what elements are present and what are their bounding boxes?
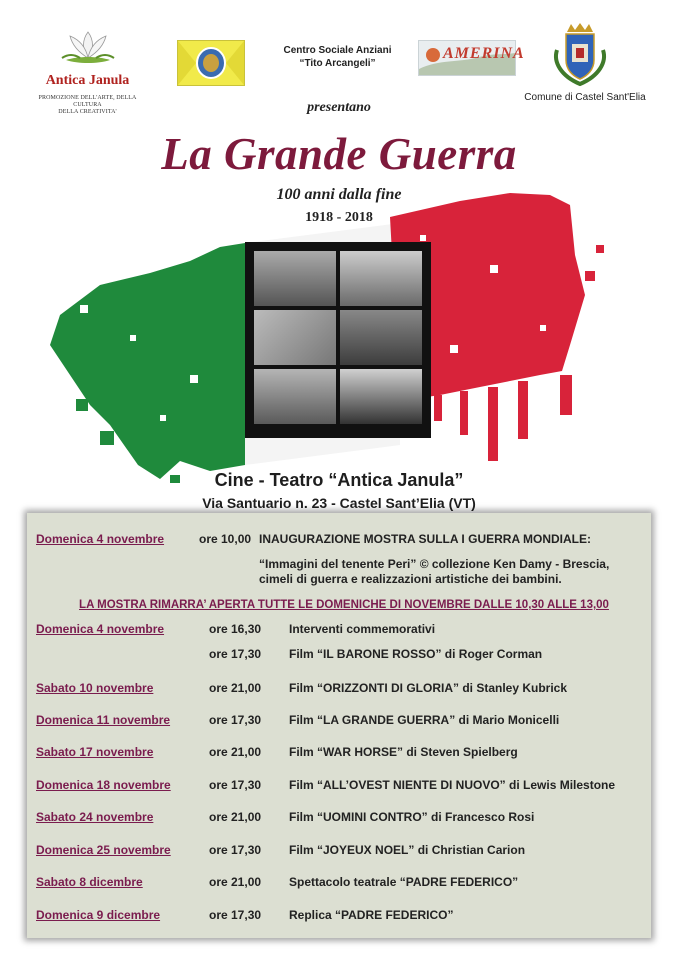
schedule-time: ore 17,30 bbox=[209, 908, 262, 922]
inauguration-day: Domenica 4 novembre bbox=[36, 532, 165, 546]
schedule-event: Film “LA GRANDE GUERRA” di Mario Monicelli bbox=[289, 713, 560, 727]
venue-name: Cine - Teatro “Antica Janula” bbox=[214, 470, 464, 490]
inauguration-details: “Immagini del tenente Peri” © collezione Ken Damy - Brescia, cimeli di guerra e realizzazioni artistiche dei bambini. bbox=[259, 557, 610, 586]
crest-emblem-icon bbox=[178, 41, 244, 85]
schedule-time: ore 21,00 bbox=[209, 875, 262, 889]
schedule-time: ore 17,30 bbox=[209, 647, 262, 661]
schedule-day: Domenica 18 novembre bbox=[36, 778, 171, 792]
yellow-flag-logo bbox=[177, 40, 245, 86]
schedule-time: ore 21,00 bbox=[209, 810, 262, 824]
venue-address: Via Santuario n. 23 - Castel Sant’Elia (VT) bbox=[202, 495, 476, 511]
schedule-event: Film “UOMINI CONTRO” di Francesco Rosi bbox=[289, 810, 535, 824]
schedule-day: Sabato 8 dicembre bbox=[36, 875, 143, 889]
schedule-day: Sabato 10 novembre bbox=[36, 681, 154, 695]
schedule-event: Interventi commemorativi bbox=[289, 622, 436, 636]
schedule-time: ore 16,30 bbox=[209, 622, 262, 636]
event-years: 1918 - 2018 bbox=[305, 210, 373, 225]
schedule-time: ore 17,30 bbox=[209, 778, 262, 792]
schedule-event: Film “ALL’OVEST NIENTE DI NUOVO” di Lewis Milestone bbox=[289, 778, 616, 792]
schedule-time: ore 21,00 bbox=[209, 681, 262, 695]
inauguration-title: INAUGURAZIONE MOSTRA SULLA I GUERRA MONDIALE: bbox=[259, 532, 591, 546]
inauguration-time: ore 10,00 bbox=[199, 532, 252, 546]
schedule-event: Spettacolo teatrale “PADRE FEDERICO” bbox=[289, 875, 519, 889]
schedule-time: ore 17,30 bbox=[209, 843, 262, 857]
comune-crest bbox=[553, 22, 607, 86]
schedule-event: Replica “PADRE FEDERICO” bbox=[289, 908, 454, 922]
presentano-text: presentano bbox=[307, 100, 371, 115]
schedule-event: Film “ORIZZONTI DI GLORIA” di Stanley Kubrick bbox=[289, 681, 568, 695]
photo-ship bbox=[340, 251, 422, 306]
photo-biplane bbox=[254, 310, 336, 365]
antica-janula-name: Antica Janula bbox=[45, 73, 130, 88]
event-subtitle: 100 anni dalla fine bbox=[276, 186, 402, 203]
event-title: La Grande Guerra bbox=[161, 129, 517, 179]
schedule-day: Domenica 9 dicembre bbox=[36, 908, 161, 922]
exhibition-hours-notice: LA MOSTRA RIMARRA’ APERTA TUTTE LE DOMENICHE DI NOVEMBRE DALLE 10,30 ALLE 13,00 bbox=[79, 599, 609, 611]
photo-machine-gun bbox=[340, 369, 422, 424]
centro-sociale-anziani: Centro Sociale Anziani “Tito Arcangeli” bbox=[283, 45, 392, 69]
amerina-logo: AMERINA bbox=[418, 40, 516, 76]
municipal-crest-icon bbox=[553, 22, 607, 86]
schedule-day: Domenica 4 novembre bbox=[36, 622, 165, 636]
photo-artillery bbox=[254, 369, 336, 424]
schedule-time: ore 17,30 bbox=[209, 713, 262, 727]
photo-trench bbox=[340, 310, 422, 365]
photo-troops bbox=[254, 251, 336, 306]
schedule-day: Sabato 24 novembre bbox=[36, 810, 154, 824]
comune-name: Comune di Castel Sant'Elia bbox=[524, 92, 646, 103]
schedule-event: Film “IL BARONE ROSSO” di Roger Corman bbox=[289, 647, 543, 661]
war-photo-collage bbox=[245, 242, 431, 438]
schedule-day: Domenica 11 novembre bbox=[36, 713, 171, 727]
schedule-event: Film “JOYEUX NOEL” di Christian Carion bbox=[289, 843, 526, 857]
schedule-day: Sabato 17 novembre bbox=[36, 745, 154, 759]
schedule-day: Domenica 25 novembre bbox=[36, 843, 171, 857]
schedule-event: Film “WAR HORSE” di Steven Spielberg bbox=[289, 745, 518, 759]
lotus-icon bbox=[58, 28, 118, 66]
schedule-time: ore 21,00 bbox=[209, 745, 262, 759]
antica-janula-tagline: PROMOZIONE DELL'ARTE, DELLA CULTURA DELLA CREATIVITA' bbox=[38, 95, 137, 115]
program-panel bbox=[27, 513, 651, 938]
